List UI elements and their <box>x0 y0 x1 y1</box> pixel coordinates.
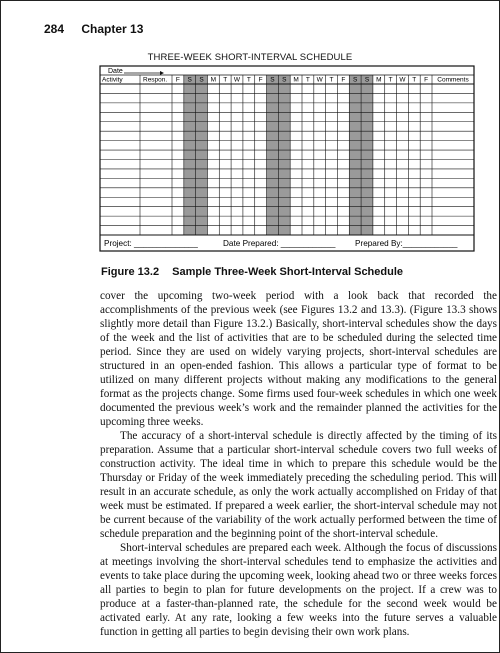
day-header: T <box>412 76 417 84</box>
body-text <box>100 289 497 639</box>
weekend-shade <box>278 75 290 235</box>
day-header: W <box>399 76 406 84</box>
weekend-shade <box>349 75 361 235</box>
paragraph: cover the upcoming two-week period with a look back that recorded the accomplishments of the previous week (see Figures 13.2 and 13.3). (Figure 13.3 shows slightly more detail than Figure 13.2.) Basically, short-interval schedules show the days of the week and the list of activities that are to be scheduled during the selected time period. Since they are used on widely varying projects, short-interval schedules are structured in an open-ended fashion. This allows a particular type of format to be utilized on many different projects without making any modifications to the general format as the projects change. Some firms used four-week schedules in which one week documented the previous week’s work and the remainder planned the activities for the upcoming three weeks. <box>100 290 497 428</box>
day-header: T <box>223 76 228 84</box>
day-header: F <box>341 76 346 84</box>
weekend-shade <box>361 75 373 235</box>
comments-header: Comments <box>437 76 469 84</box>
day-header: W <box>316 76 323 84</box>
weekend-shade <box>184 75 196 235</box>
day-header: S <box>187 76 192 84</box>
day-header: S <box>364 76 370 84</box>
day-header: T <box>305 76 310 84</box>
schedule-form <box>0 0 500 270</box>
day-header: S <box>282 76 287 84</box>
figure-caption <box>101 266 403 278</box>
page-number: 284 <box>44 22 65 36</box>
day-header: M <box>210 76 217 84</box>
footer-date-prepared: Date Prepared: ____________ <box>223 239 336 248</box>
day-header: S <box>353 76 358 84</box>
paragraph: The accuracy of a short-interval schedule is directly affected by the timing of its preparation. Assume that a particular short-interval schedule covers two full weeks of construction activity. The ideal time in which to prepare this schedule would be the Thursday or Friday of the week immediately preceding the scheduling period. This will result in an accurate schedule, as only the work actually accomplished on Friday of that week must be estimated. If prepared a week earlier, the short-interval schedule may not be current because of the variability of the work actually performed between the time of schedule preparation and the beginning point of the short-interval schedule. <box>100 430 497 540</box>
day-header: T <box>246 76 251 84</box>
activity-header: Activity <box>102 76 123 84</box>
footer-project: Project: ______________ <box>104 239 198 248</box>
day-header: F <box>424 76 429 84</box>
footer-prepared-by: Prepared By:____________ <box>355 239 458 248</box>
weekend-shade <box>267 75 279 235</box>
day-header: F <box>175 76 180 84</box>
form-title: THREE-WEEK SHORT-INTERVAL SCHEDULE <box>147 52 353 63</box>
date-label: Date <box>108 68 123 75</box>
figure-label: Figure 13.2 <box>101 266 160 278</box>
chapter-title: Chapter 13 <box>81 22 144 36</box>
figure-title: Sample Three-Week Short-Interval Schedule <box>172 266 404 278</box>
day-header: T <box>329 76 334 84</box>
day-header: S <box>270 76 275 84</box>
day-header: W <box>233 76 241 84</box>
day-header: S <box>199 76 204 84</box>
day-header: M <box>376 76 382 84</box>
day-header: F <box>258 76 263 84</box>
paragraph: Short-interval schedules are prepared each week. Although the focus of discussions at meetings involving the short-interval schedules tend to emphasize the activities and events to take place during the upcoming week, looking ahead two or three weeks forces all parties to begin to plan for future developments on the project. If a crew was to produce at a faster-than-planned rate, the schedule for the second week would be activated early. At any rate, looking a few weeks into the future serves a valuable function in getting all parties to begin devising their own work plans. <box>100 542 497 638</box>
respon-header: Respon. <box>143 76 168 84</box>
weekend-shade <box>196 75 208 235</box>
day-header: M <box>293 76 299 84</box>
day-header: T <box>388 76 393 84</box>
